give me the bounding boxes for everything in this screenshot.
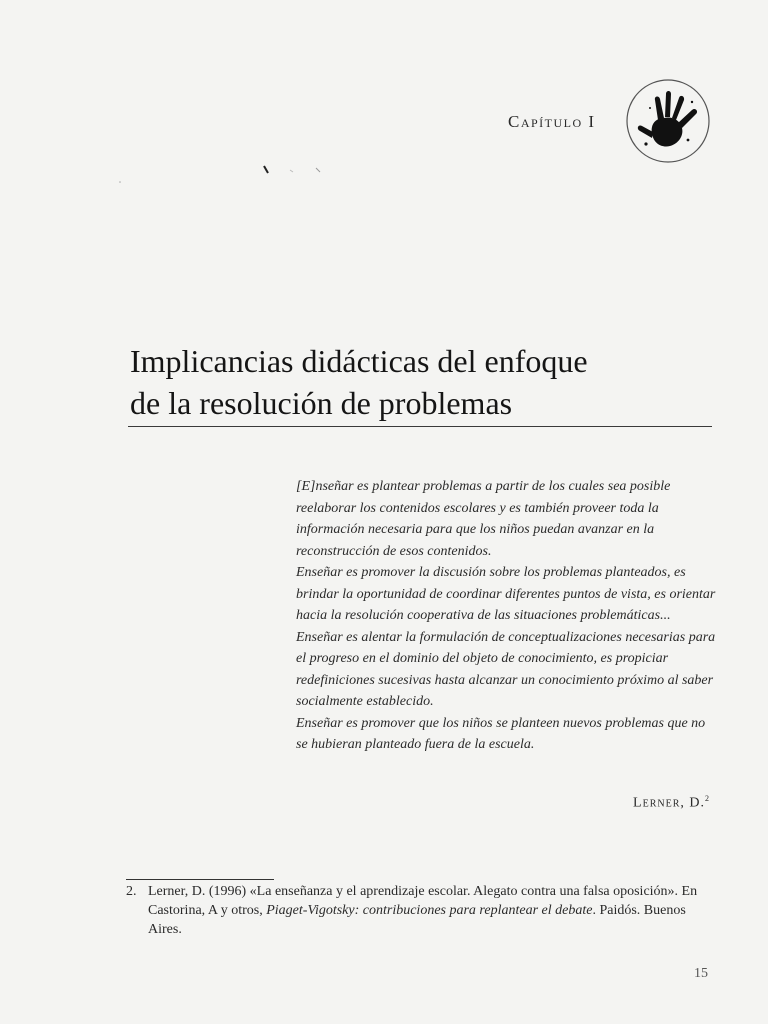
footnote-number: 2.	[126, 884, 137, 899]
handprint-icon	[622, 78, 714, 164]
title-line-1: Implicancias didácticas del enfoque	[130, 343, 588, 379]
title-underline	[128, 426, 712, 427]
attribution-author: Lerner, D.	[633, 795, 705, 811]
chapter-label: Capítulo I	[508, 112, 596, 131]
epigraph-paragraph: Enseñar es promover que los niños se planteen nuevos problemas que no se hubieran planteado fuera de la escuela.	[296, 715, 706, 752]
epigraph-quote	[296, 476, 716, 756]
footnote-reference: 2	[705, 794, 710, 803]
footnote	[126, 882, 716, 939]
epigraph-paragraph: Enseñar es promover la discusión sobre los problemas planteados, es brindar la oportunidad de coordinar diferentes puntos de vista, es orientar hacia la resolución cooperativa de las situaciones problemáticas...	[296, 565, 716, 623]
epigraph-attribution	[570, 794, 710, 812]
footnote-publisher: . Paidós. Buenos Aires.	[148, 903, 686, 937]
chapter-title	[130, 340, 730, 424]
footnote-text: Lerner, D. (1996) «La enseñanza y el aprendizaje escolar. Alegato contra una falsa oposición». En Castorina, A y otros,	[148, 884, 698, 918]
footnote-separator	[126, 879, 274, 880]
footnote-body	[148, 882, 716, 939]
footnote-book-title: Piaget-Vigotsky: contribuciones para replantear el debate	[266, 903, 593, 918]
epigraph-paragraph: [E]nseñar es plantear problemas a partir de los cuales sea posible reelaborar los contenidos escolares y es también proveer toda la información necesaria para que los niños puedan avanzar en la reconstrucción de esos contenidos.	[296, 479, 671, 559]
epigraph-paragraph: Enseñar es alentar la formulación de conceptualizaciones necesarias para el progreso en el dominio del objeto de conocimiento, es propiciar redefiniciones sucesivas hasta alcanzar un conocimiento próximo al saber socialmente establecido.	[296, 629, 716, 709]
title-line-2: de la resolución de problemas	[130, 385, 513, 421]
page-number: 15	[694, 966, 708, 981]
paper-specks	[100, 160, 340, 190]
